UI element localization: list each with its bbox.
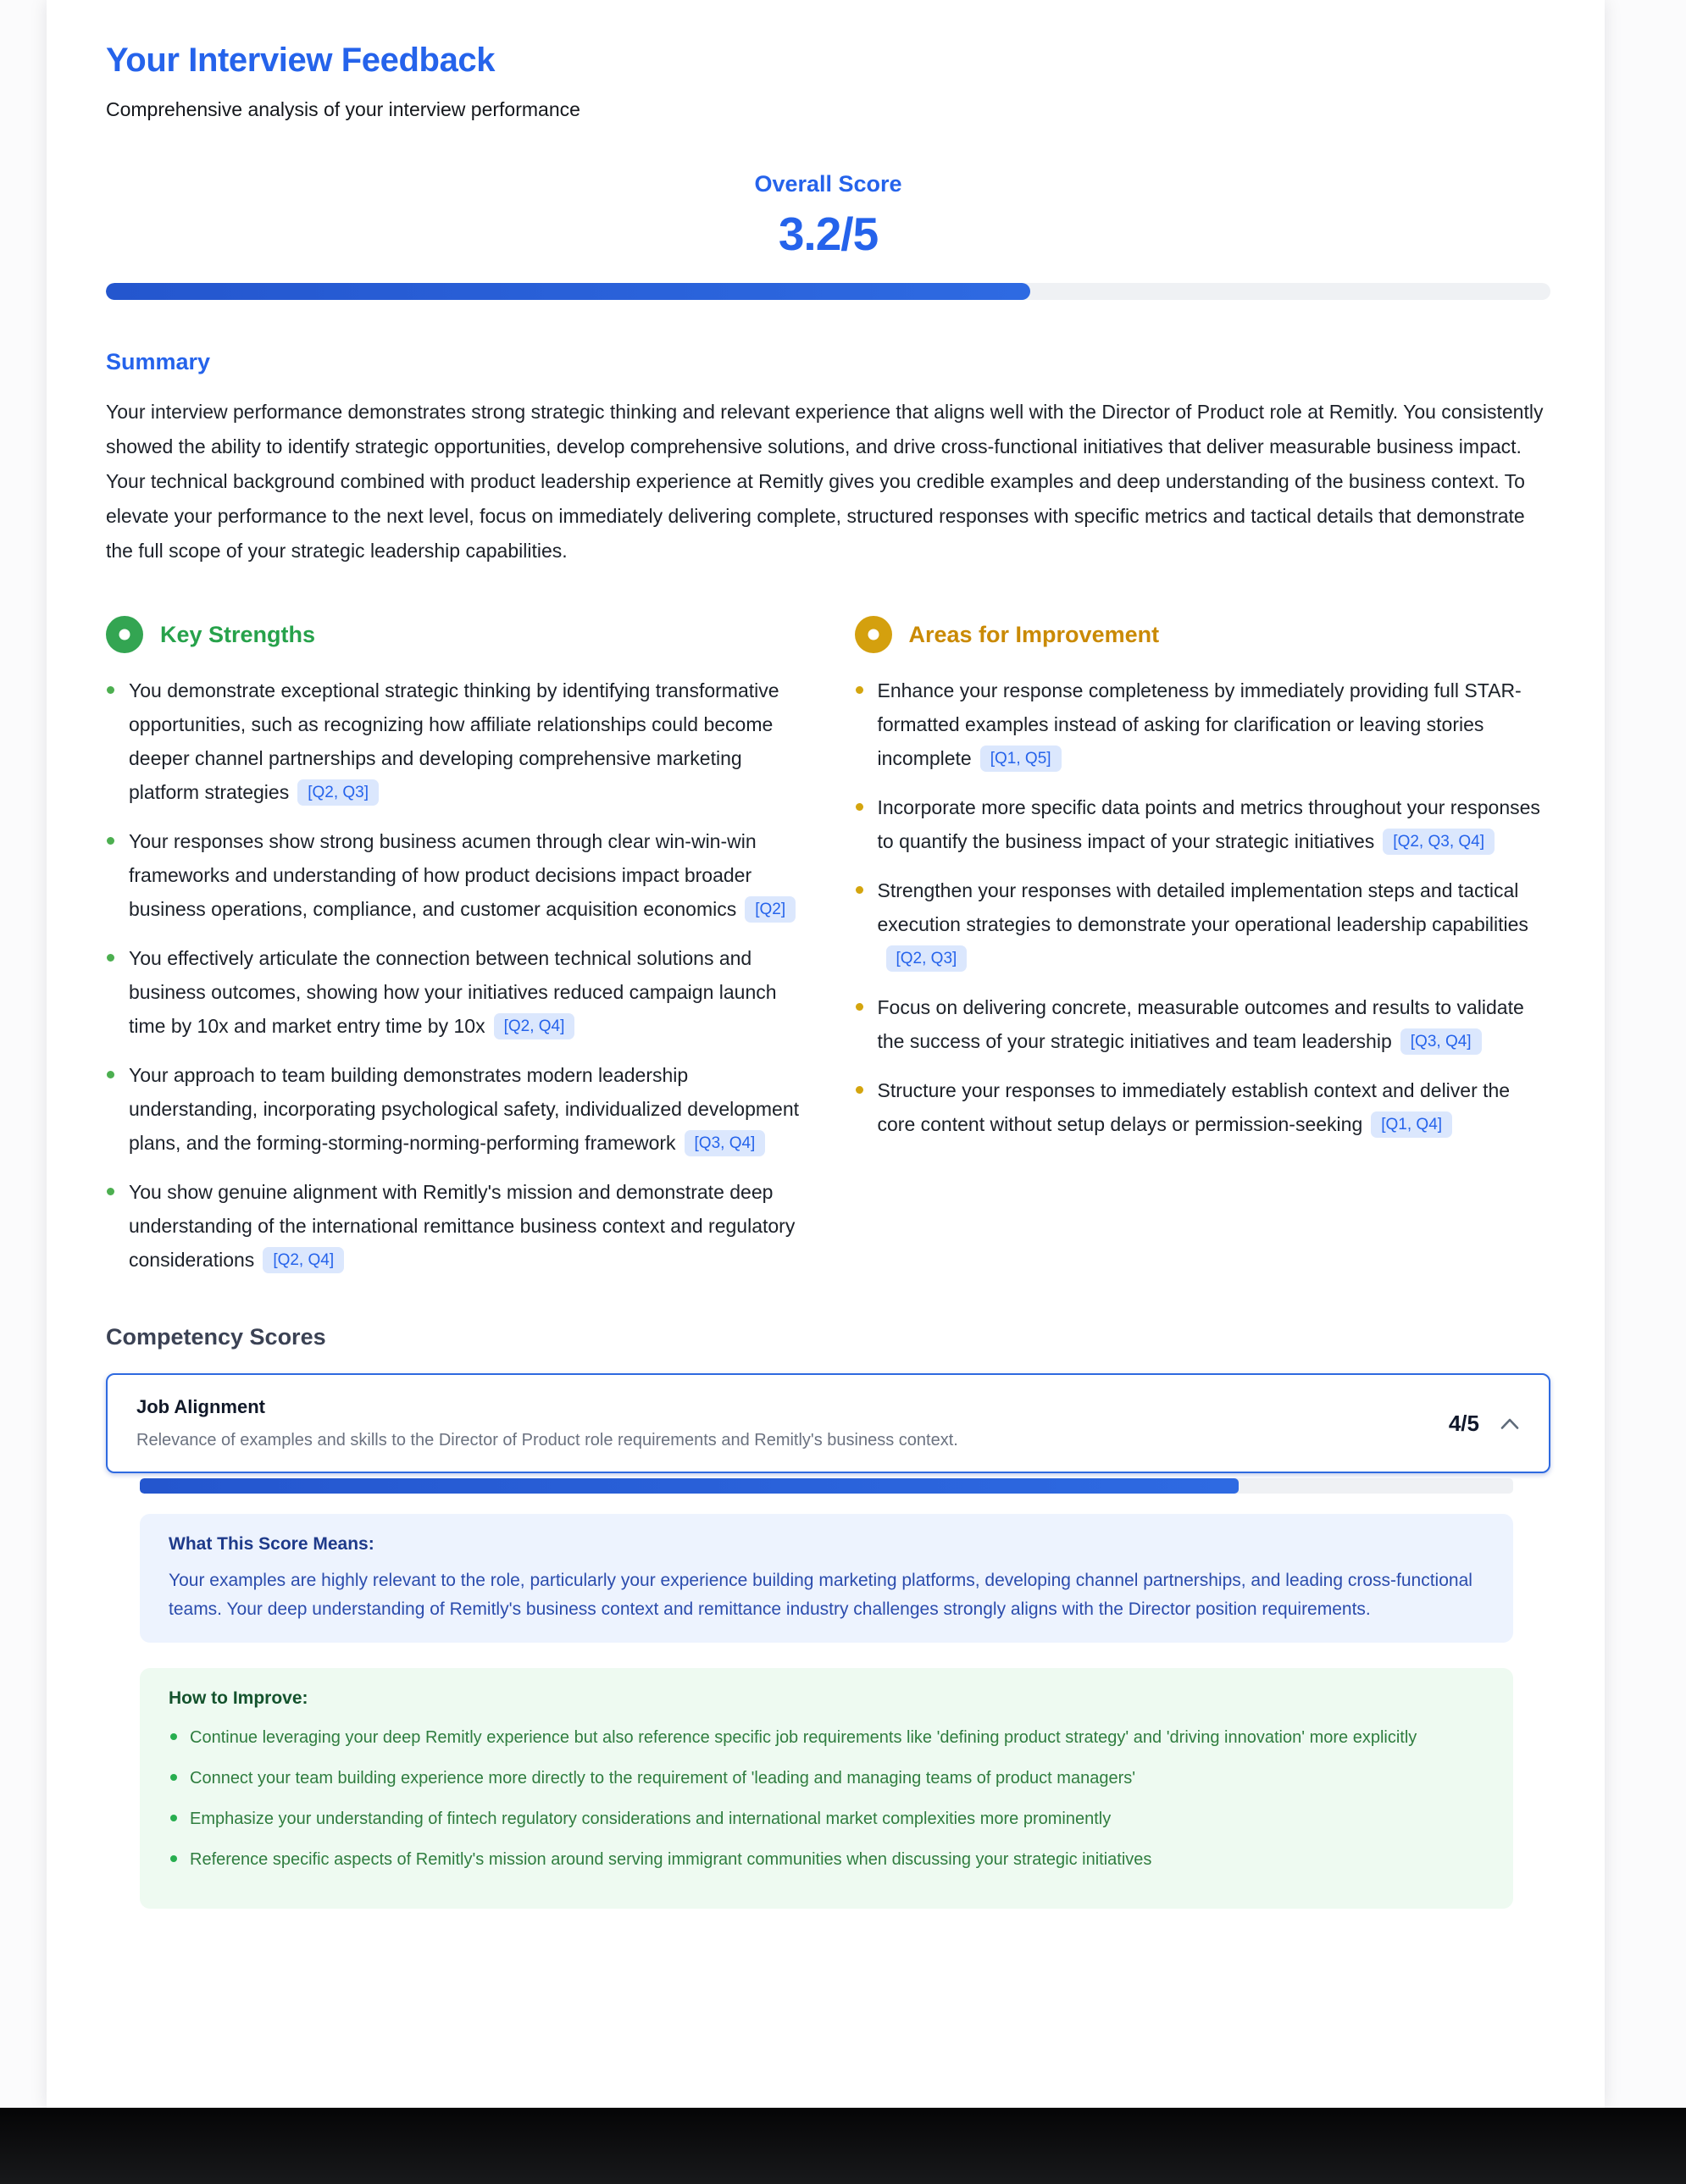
key-strengths-heading: Key Strengths — [160, 622, 316, 647]
chevron-up-icon[interactable] — [1500, 1417, 1520, 1430]
question-reference-badge: [Q1, Q4] — [1371, 1111, 1452, 1138]
list-item-text: Your approach to team building demonstrates modern leadership understanding, incorporating psychological safety, individualized development plans, and the forming-storming-norming-performing framework — [129, 1064, 800, 1154]
list-item-text: Emphasize your understanding of fintech regulatory considerations and international market complexities more prominently — [190, 1810, 1112, 1828]
question-reference-badge: [Q2, Q3] — [297, 779, 379, 806]
list-item — [855, 790, 1551, 858]
areas-for-improvement-target-dot-icon — [855, 616, 892, 653]
competency-score-progressbar — [140, 1478, 1513, 1494]
how-to-improve-list — [169, 1724, 1484, 1873]
list-item — [106, 824, 802, 926]
list-item-text: Enhance your response completeness by immediately providing full STAR-formatted examples instead of asking for clarification or leaving stories incomplete — [877, 679, 1522, 769]
overall-score-section — [106, 169, 1550, 259]
list-item-text: Incorporate more specific data points and metrics throughout your responses to quantify the business impact of your strategic initiatives — [877, 796, 1540, 852]
areas-for-improvement-header — [855, 616, 1551, 653]
question-reference-badge: [Q1, Q5] — [980, 746, 1062, 772]
how-to-improve-heading: How to Improve: — [169, 1688, 308, 1708]
score-meaning-body: Your examples are highly relevant to the role, particularly your experience building marketing platforms, developing channel partnerships, and leading cross-functional teams. Your deep understanding of Remitly's business context and remittance industry challenges strongly aligns with the Director position requirements. — [169, 1571, 1472, 1619]
list-item-text: You demonstrate exceptional strategic thinking by identifying transformative opportunities, such as recognizing how affiliate relationships could become deeper channel partnerships and developing comprehensive marketing platform strategies — [129, 679, 779, 803]
question-reference-badge: [Q2, Q4] — [263, 1247, 344, 1273]
key-strengths-section — [106, 616, 802, 1292]
list-item — [106, 941, 802, 1043]
areas-for-improvement-list — [855, 673, 1551, 1141]
strengths-improvements-columns — [106, 616, 1550, 1292]
competency-description: Relevance of examples and skills to the Director of Product role requirements and Remitly's business context. — [136, 1431, 958, 1450]
areas-for-improvement-section — [855, 616, 1551, 1292]
score-meaning-heading: What This Score Means: — [169, 1534, 374, 1554]
list-item — [855, 990, 1551, 1058]
list-item-text: Structure your responses to immediately establish context and deliver the core content without setup delays or permission-seeking — [877, 1079, 1511, 1135]
summary-body: Your interview performance demonstrates strong strategic thinking and relevant experience that aligns well with the Director of Product role at Remitly. You consistently showed the ability to identify strategic opportunities, develop comprehensive solutions, and drive cross-functional initiatives that deliver measurable business impact. Your technical background combined with product leadership experience at Remitly gives you credible examples and deep understanding of the business context. To elevate your performance to the next level, focus on immediately delivering complete, structured responses with specific metrics and tactical details that demonstrate the full scope of your strategic leadership capabilities. — [106, 401, 1544, 562]
list-item — [855, 1073, 1551, 1141]
competency-card-text — [136, 1395, 958, 1451]
overall-score-progressbar — [106, 283, 1550, 300]
list-item-text: Focus on delivering concrete, measurable outcomes and results to validate the success of your strategic initiatives and team leadership — [877, 996, 1524, 1052]
competency-name: Job Alignment — [136, 1396, 265, 1417]
areas-for-improvement-heading: Areas for Improvement — [908, 622, 1160, 647]
list-item — [169, 1846, 1484, 1873]
summary-heading: Summary — [106, 349, 211, 374]
list-item-text: Continue leveraging your deep Remitly experience but also reference specific job requirements like 'defining product strategy' and 'driving innovation' more explicitly — [190, 1728, 1417, 1747]
list-item — [855, 673, 1551, 775]
feedback-report-card — [47, 0, 1605, 2108]
competency-card-job-alignment[interactable] — [106, 1373, 1550, 1473]
page-subtitle: Comprehensive analysis of your interview performance — [106, 98, 580, 120]
list-item — [106, 1175, 802, 1277]
list-item-text: Connect your team building experience more directly to the requirement of 'leading and managing teams of product managers' — [190, 1769, 1136, 1788]
question-reference-badge: [Q2, Q3, Q4] — [1383, 829, 1495, 855]
question-reference-badge: [Q2] — [745, 896, 796, 923]
list-item-text: You show genuine alignment with Remitly's mission and demonstrate deep understanding of the international remittance business context and regulatory considerations — [129, 1181, 796, 1271]
competency-score-area — [1423, 1411, 1520, 1437]
key-strengths-target-dot-icon — [106, 616, 143, 653]
question-reference-badge: [Q3, Q4] — [685, 1130, 766, 1156]
list-item-text: Strengthen your responses with detailed implementation steps and tactical execution strategies to demonstrate your operational leadership capabilities — [877, 879, 1528, 935]
key-strengths-header — [106, 616, 802, 653]
overall-score-value: 3.2/5 — [778, 208, 879, 260]
bottom-black-bar — [0, 2108, 1686, 2184]
list-item-text: You effectively articulate the connection between technical solutions and business outcomes, showing how your initiatives reduced campaign launch time by 10x and market entry time by 10x — [129, 947, 777, 1037]
page-title: Your Interview Feedback — [106, 42, 496, 79]
list-item — [106, 1058, 802, 1160]
list-item — [169, 1724, 1484, 1751]
competency-score-value: 4/5 — [1448, 1410, 1479, 1436]
list-item — [169, 1765, 1484, 1792]
question-reference-badge: [Q2, Q3] — [886, 945, 968, 972]
question-reference-badge: [Q2, Q4] — [494, 1013, 575, 1039]
overall-score-label: Overall Score — [754, 171, 902, 197]
list-item — [855, 873, 1551, 975]
list-item-text: Your responses show strong business acumen through clear win-win-win frameworks and understanding of how product decisions impact broader business operations, compliance, and customer acquisition economics — [129, 830, 757, 920]
list-item-text: Reference specific aspects of Remitly's mission around serving immigrant communities when discussing your strategic initiatives — [190, 1850, 1152, 1869]
competency-scores-heading: Competency Scores — [106, 1324, 326, 1350]
list-item — [106, 673, 802, 809]
list-item — [169, 1805, 1484, 1832]
key-strengths-list — [106, 673, 802, 1277]
overall-score-progress-fill — [106, 283, 1030, 300]
how-to-improve-box — [140, 1668, 1513, 1909]
score-meaning-box — [140, 1514, 1513, 1643]
question-reference-badge: [Q3, Q4] — [1400, 1028, 1482, 1055]
competency-score-progress-fill — [140, 1478, 1239, 1494]
